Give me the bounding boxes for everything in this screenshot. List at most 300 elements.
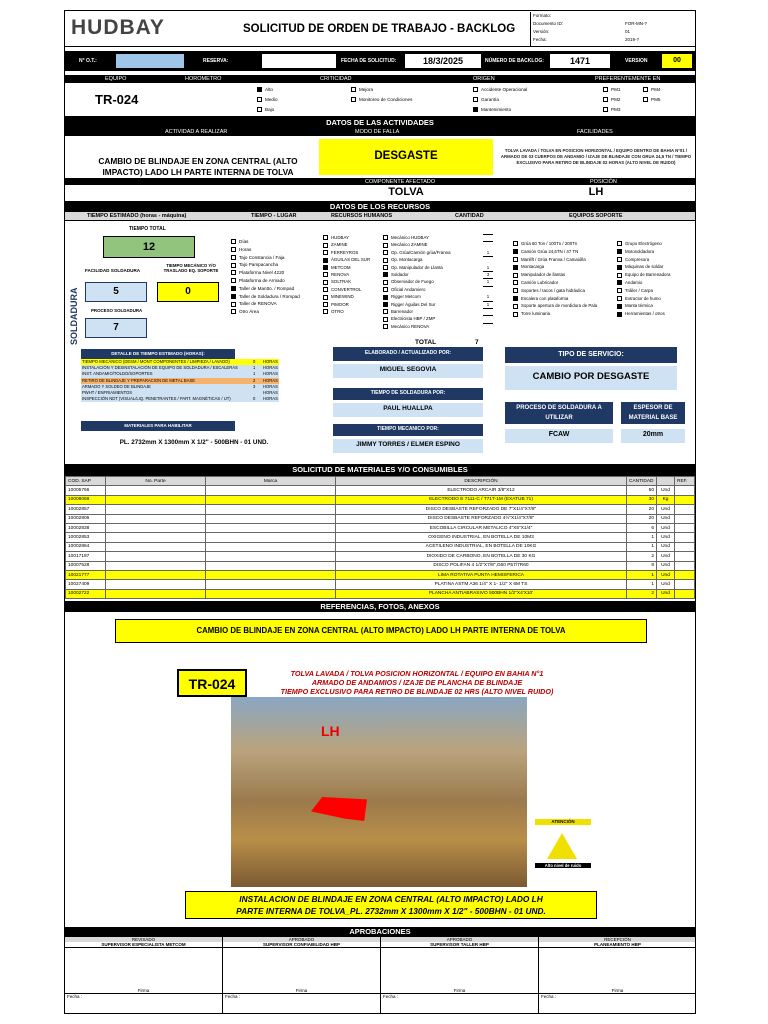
eq1-item[interactable] <box>513 279 597 287</box>
material-empty <box>106 505 206 514</box>
detalle-label: PWHT / ENFRIAMIENTOS <box>82 389 133 395</box>
checkbox-label: METCOM <box>331 264 351 270</box>
material-row <box>66 561 695 570</box>
checkbox-icon[interactable] <box>383 317 388 322</box>
checkbox-icon[interactable] <box>617 257 622 262</box>
checkbox-icon[interactable] <box>383 287 388 292</box>
aprobacion-tipo: APROBADO <box>223 937 380 942</box>
modo-falla: DESGASTE <box>319 139 493 175</box>
material-empty <box>106 570 206 579</box>
detalle-unit: HORAS <box>263 389 278 395</box>
firma-label: Firma <box>65 988 222 994</box>
checkbox-icon[interactable] <box>383 280 388 285</box>
detalle-unit: HORAS <box>263 359 278 364</box>
material-empty <box>206 542 336 551</box>
material-desc: PLATINA ASTM A36 1/4" X 1- 1/2" X 6M TS <box>336 580 627 589</box>
checkbox-icon[interactable] <box>231 309 236 314</box>
checkbox-icon[interactable] <box>231 263 236 268</box>
checkbox-label: Herramientas / otros <box>625 311 665 317</box>
checkbox-icon[interactable] <box>231 302 236 307</box>
blindaje-zone-marker <box>311 797 367 821</box>
checkbox-icon[interactable] <box>323 295 328 300</box>
rh-count <box>483 323 493 324</box>
eq2-item[interactable] <box>617 295 670 303</box>
material-cant: 1 <box>627 570 657 579</box>
soldadura-vertical-label: SOLDADURA <box>69 287 79 345</box>
eq1-item[interactable] <box>513 256 597 264</box>
detalle-unit: HORAS <box>263 377 278 383</box>
lugar-item[interactable] <box>231 293 300 301</box>
firma-area[interactable] <box>381 948 538 988</box>
rh2-item[interactable] <box>383 315 497 322</box>
firma-area[interactable] <box>223 948 380 988</box>
material-sap: 10002806 <box>66 514 106 523</box>
checkbox-icon[interactable] <box>383 272 388 277</box>
ruido-sign: Alto nivel de ruido <box>535 863 591 868</box>
checkbox-label: Soldador <box>391 272 409 278</box>
material-empty <box>206 580 336 589</box>
checkbox-icon[interactable] <box>323 272 328 277</box>
firma-area[interactable] <box>65 948 222 988</box>
checkbox-icon[interactable] <box>617 312 622 317</box>
checkbox-label: Observador de Fuego <box>391 279 434 285</box>
section-recursos: DATOS DE LOS RECURSOS <box>65 201 695 212</box>
material-empty <box>206 514 336 523</box>
checkbox-icon[interactable] <box>513 257 518 262</box>
lugar-item[interactable] <box>231 238 300 246</box>
rh2-item[interactable] <box>383 286 497 293</box>
checkbox-icon[interactable] <box>383 302 388 307</box>
checkbox-icon[interactable] <box>231 278 236 283</box>
photo-equipo-tag: TR-024 <box>177 669 247 697</box>
eq1-item[interactable] <box>513 240 597 248</box>
criticidad-opt[interactable]: Mejora <box>351 85 412 95</box>
checkbox-icon[interactable] <box>513 273 518 278</box>
lugar-item[interactable] <box>231 254 300 262</box>
material-row <box>66 533 695 542</box>
rh1-item[interactable] <box>323 286 370 293</box>
rh1-item[interactable] <box>323 256 370 263</box>
eq1-item[interactable] <box>513 248 597 256</box>
form-title: SOLICITUD DE ORDEN DE TRABAJO - BACKLOG <box>243 23 516 35</box>
checkbox-label: Días <box>239 239 249 244</box>
material-row <box>66 570 695 579</box>
material-cant: 20 <box>627 505 657 514</box>
rh1-item[interactable] <box>323 301 370 308</box>
material-empty <box>675 514 695 523</box>
checkbox-icon[interactable] <box>617 249 622 254</box>
firma-label: Firma <box>381 988 538 994</box>
section-aprobaciones: APROBACIONES <box>65 927 695 937</box>
material-cant: 50 <box>627 486 657 495</box>
tt-label: TIEMPO TOTAL <box>129 226 166 232</box>
material-empty <box>206 495 336 504</box>
rh1-item[interactable] <box>323 308 370 315</box>
pref-opt[interactable]: PM4 <box>643 85 660 95</box>
rh2-item[interactable] <box>383 249 497 256</box>
material-cant: 8 <box>627 561 657 570</box>
lugar-item[interactable] <box>231 285 300 293</box>
equipo-row <box>65 83 695 117</box>
tiempo-soldadura-por: PAUL HUALLPA <box>333 403 483 417</box>
checkbox-icon[interactable] <box>513 265 518 270</box>
checkbox-icon[interactable] <box>617 265 622 270</box>
material-empty <box>106 514 206 523</box>
rh-label: RECURSOS HUMANOS <box>331 213 393 219</box>
checkbox-icon[interactable] <box>383 235 388 240</box>
material-u: Und <box>657 580 675 589</box>
criticidad-list <box>257 85 278 115</box>
checkbox-label: Otro Área <box>239 309 259 315</box>
material-desc: LIMA ROTATIVA PUNTA HEMISFERICA <box>336 570 627 579</box>
detalle-unit: HORAS <box>263 396 278 402</box>
eq-label: EQUIPOS SOPORTE <box>569 213 623 219</box>
checkbox-label: Máquinas de soldar <box>625 264 664 270</box>
material-sap: 10002838 <box>66 523 106 532</box>
checkbox-icon[interactable] <box>383 295 388 300</box>
equipo-id: TR-024 <box>95 92 139 107</box>
checkbox-label: Manipulador de llantas <box>521 272 566 278</box>
checkbox-label: Extractor de humo <box>625 295 661 301</box>
material-empty <box>106 486 206 495</box>
rh-count <box>483 234 493 235</box>
rh2-item[interactable] <box>383 256 497 263</box>
criticidad-opt[interactable]: Bajo <box>257 105 278 115</box>
checkbox-label: ÁGUILAS DEL SUR <box>331 257 371 263</box>
checkbox-icon[interactable] <box>617 296 622 301</box>
rh2-item[interactable] <box>383 301 497 308</box>
checkbox-icon[interactable] <box>513 241 518 246</box>
checkbox-icon[interactable] <box>231 255 236 260</box>
checkbox-label: Compresora <box>625 256 650 262</box>
checkbox-label: MINEWIND <box>331 294 354 300</box>
checkbox-label: Taller de Soldadura / Rompad <box>239 293 300 299</box>
material-desc: ESCOBILLA CIRCULAR METALICO 4"X5"X1/4" <box>336 523 627 532</box>
material-u: Und <box>657 523 675 532</box>
eq1-item[interactable] <box>513 287 597 295</box>
eq1-item[interactable] <box>513 302 597 310</box>
eq2-item[interactable] <box>617 302 670 310</box>
rh2-item[interactable] <box>383 271 497 278</box>
section-referencias: REFERENCIAS, FOTOS, ANEXOS <box>65 601 695 612</box>
version-value[interactable]: 00 <box>661 53 693 69</box>
checkbox-label: Motosoldadora <box>625 248 655 254</box>
criticidad-opt[interactable]: Monitoreo de Condiciones <box>351 95 412 105</box>
eq2-item[interactable] <box>617 271 670 279</box>
checkbox-icon[interactable] <box>617 280 622 285</box>
section-actividades: DATOS DE LAS ACTIVIDADES <box>65 117 695 128</box>
detalle-value: 3 <box>253 383 256 389</box>
material-sap: 10002864 <box>66 542 106 551</box>
material-desc: ACETILENO INDUSTRIAL, EN BOTELLA DE 10KG <box>336 542 627 551</box>
col-sap: COD. SAP <box>66 477 106 486</box>
fs-label: FACILIDAD SOLDADURA <box>85 268 141 273</box>
fecha-label: FECHA DE SOLICITUD: <box>341 58 397 64</box>
lugar-item[interactable] <box>231 269 300 277</box>
checkbox-icon[interactable] <box>513 296 518 301</box>
checkbox-icon[interactable] <box>323 243 328 248</box>
checkbox-icon[interactable] <box>323 309 328 314</box>
aprobacion-rol: PLANEAMIENTO HBP <box>539 942 696 948</box>
rh1-item[interactable] <box>323 271 370 278</box>
rh-count: 1 <box>483 249 493 257</box>
checkbox-icon[interactable] <box>383 258 388 263</box>
detalle-title: DETALLE DE TIEMPO ESTIMADO (HORAS): <box>81 349 235 359</box>
aprobacion-col <box>539 937 696 1014</box>
detalle-label: INSTALACIÓN Y DESINSTALACIÓN DE EQUIPO DE SOLDADURA / ESCALERAS <box>82 365 238 371</box>
pref-list <box>603 85 620 115</box>
checkbox-label: Tráiler / Carpa <box>625 287 653 293</box>
lh-marker: LH <box>321 723 340 739</box>
checkbox-icon[interactable] <box>323 235 328 240</box>
checkbox-icon[interactable] <box>323 265 328 270</box>
criticidad-opt[interactable]: Alto <box>257 85 278 95</box>
lugar-item[interactable] <box>231 300 300 308</box>
total-label: TOTAL <box>415 339 437 346</box>
fac-label: FACILIDADES <box>577 129 613 135</box>
material-desc: ELECTRODO ARCAIR 3/8"X12 <box>336 486 627 495</box>
material-row <box>66 542 695 551</box>
detalle-label: ARMADO Y SOLDEO DE BLINDAJE <box>82 383 151 389</box>
detalle-value: 0 <box>253 396 256 402</box>
comp-label: COMPONENTE AFECTADO <box>365 179 436 185</box>
rh-list-2 <box>383 234 497 330</box>
checkbox-label: Rigger Águilas Del Sur <box>391 301 436 307</box>
eq2-item[interactable] <box>617 248 670 256</box>
material-u: Und <box>657 542 675 551</box>
checkbox-icon[interactable] <box>323 280 328 285</box>
pref-opt[interactable]: PM5 <box>643 95 660 105</box>
backlog-label: NÚMERO DE BACKLOG: <box>485 58 544 64</box>
checkbox-label: Soporte apertura de mordidura de Pala <box>521 303 598 309</box>
criticidad-opt[interactable]: Medio <box>257 95 278 105</box>
tipo-servicio: CAMBIO POR DESGASTE <box>505 366 677 390</box>
origen-opt[interactable]: Mantenimiento <box>473 105 527 115</box>
reserva-field[interactable] <box>261 53 337 69</box>
rh2-item[interactable] <box>383 278 497 285</box>
material-cant: 1 <box>627 542 657 551</box>
checkbox-label: Oficial Andamiero <box>391 286 426 292</box>
origen-opt[interactable]: Accidente Operacional <box>473 85 527 95</box>
aprobacion-col <box>65 937 223 1014</box>
eq1-item[interactable] <box>513 271 597 279</box>
material-desc: DIOXIDO DE CARBONO, EN BOTELLA DE 30 KG <box>336 552 627 561</box>
checkbox-icon[interactable] <box>383 265 388 270</box>
col-ref: REF. <box>675 477 695 486</box>
checkbox-label: Op. Manipulador de Llanta <box>391 264 443 270</box>
tiempo-mecanico-label: TIEMPO MECANICO POR: <box>333 424 483 436</box>
rh2-item[interactable] <box>383 241 497 248</box>
rh1-item[interactable] <box>323 278 370 285</box>
checkbox-icon[interactable] <box>513 312 518 317</box>
rh-count: 1 <box>483 264 493 272</box>
checkbox-label: Manta térmica <box>625 303 653 309</box>
eq2-item[interactable] <box>617 310 670 318</box>
checkbox-icon[interactable] <box>323 258 328 263</box>
meta-labels: Formato: Documento ID: Versión: Fecha: <box>530 12 630 46</box>
checkbox-icon[interactable] <box>383 243 388 248</box>
material-cant: 30 <box>627 495 657 504</box>
lugar-item[interactable] <box>231 261 300 269</box>
facilidades-text: TOLVA LAVADA / TOLVA EN POSICION HORIZONTAL / EQUIPO DENTRO DE BAHIA N°01 / ARMADO DE 03 CUERPOS DE ANDAMIO / IZAJE DE BLINDAJE CON GRUA 24,6 TN / TIEMPO EXCLUSIVO PARA RETIRO DE BLINDAJE 02 HORAS (ALTO NIVEL DE RUIDO) <box>500 148 692 165</box>
checkbox-label: RENOVA <box>331 272 350 278</box>
rh-count <box>483 256 493 257</box>
rh-list-1 <box>323 234 370 315</box>
checkbox-icon[interactable] <box>513 288 518 293</box>
checkbox-icon[interactable] <box>383 324 388 329</box>
pref-opt[interactable]: PM3 <box>603 105 620 115</box>
material-u: Und <box>657 552 675 561</box>
pref-list-2 <box>643 85 660 105</box>
material-empty <box>206 505 336 514</box>
fecha-aprobacion[interactable]: Fecha : <box>383 994 399 999</box>
rh1-item[interactable] <box>323 234 370 241</box>
checkbox-icon[interactable] <box>231 239 236 244</box>
pref-opt[interactable]: PM2 <box>603 95 620 105</box>
checkbox-icon[interactable] <box>323 250 328 255</box>
checkbox-icon[interactable] <box>231 247 236 252</box>
checkbox-icon[interactable] <box>323 302 328 307</box>
material-sap: 10005766 <box>66 486 106 495</box>
checkbox-icon[interactable] <box>513 249 518 254</box>
meta-values: FOR-MN-? 01 2019-? <box>625 21 647 42</box>
rh-count <box>483 308 493 309</box>
rh1-item[interactable] <box>323 293 370 300</box>
firma-area[interactable] <box>539 948 696 988</box>
tipo-servicio-label: TIPO DE SERVICIO: <box>505 347 677 363</box>
rh-count <box>483 315 493 316</box>
lugar-item[interactable] <box>231 246 300 254</box>
checkbox-icon[interactable] <box>231 270 236 275</box>
material-sap: 10002857 <box>66 505 106 514</box>
checkbox-icon[interactable] <box>513 304 518 309</box>
material-empty <box>106 542 206 551</box>
material-empty <box>106 552 206 561</box>
checkbox-label: Grúa 60 Ton / 100Tn / 200Tn <box>521 241 578 246</box>
material-cant: 6 <box>627 523 657 532</box>
material-u: Und <box>657 533 675 542</box>
material-desc: DISCO DESBASTE REFORZADO 4½"X1/4"X7/8" <box>336 514 627 523</box>
material-row <box>66 495 695 504</box>
material-u: Kg <box>657 495 675 504</box>
checkbox-icon[interactable] <box>513 280 518 285</box>
rh1-item[interactable] <box>323 264 370 271</box>
rh-count: 1 <box>483 293 493 301</box>
lugar-item[interactable] <box>231 308 300 316</box>
eq1-item[interactable] <box>513 310 597 318</box>
detalle-row <box>81 396 279 402</box>
actividad-text: CAMBIO DE BLINDAJE EN ZONA CENTRAL (ALTO IMPACTO) LADO LH PARTE INTERNA DE TOLVA <box>98 156 298 177</box>
col-marca: Marca <box>206 477 336 486</box>
aprobaciones-grid <box>65 937 695 1014</box>
espesor-valor: 20mm <box>621 429 685 443</box>
material-empty <box>675 505 695 514</box>
material-cant: 1 <box>627 533 657 542</box>
checkbox-label: Op. Grúa/Camión grúa/Franna <box>391 249 451 255</box>
work-order-sheet <box>64 10 696 1014</box>
te-label: TIEMPO ESTIMADO (horas - máquina) <box>87 213 187 219</box>
section-materiales: SOLICITUD DE MATERIALES Y/O CONSUMIBLES <box>65 464 695 476</box>
material-empty <box>675 580 695 589</box>
checkbox-icon[interactable] <box>383 309 388 314</box>
material-empty <box>675 542 695 551</box>
rh1-item[interactable] <box>323 249 370 256</box>
checkbox-icon[interactable] <box>383 250 388 255</box>
checkbox-icon[interactable] <box>617 288 622 293</box>
pref-opt[interactable]: PM1 <box>603 85 620 95</box>
eq2-item[interactable] <box>617 279 670 287</box>
eq2-item[interactable] <box>617 263 670 271</box>
material-empty <box>106 523 206 532</box>
checkbox-label: ZAMINE <box>331 242 348 248</box>
aprobacion-rol: SUPERVISOR TALLER HBP <box>381 942 538 948</box>
reserva-label: RESERVA: <box>203 58 229 64</box>
checkbox-icon[interactable] <box>323 287 328 292</box>
origen-opt[interactable]: Garantía <box>473 95 527 105</box>
ot-field[interactable] <box>115 53 185 69</box>
fecha-aprobacion[interactable]: Fecha : <box>225 994 241 999</box>
proceso-soldadura-valor: FCAW <box>505 429 613 443</box>
fecha-aprobacion[interactable]: Fecha : <box>67 994 83 999</box>
material-sap: 10008068 <box>66 495 106 504</box>
proceso-label: PROCESO DE SOLDADURA A UTILIZAR <box>505 402 613 424</box>
rh1-item[interactable] <box>323 241 370 248</box>
checkbox-label: OTRO <box>331 309 344 315</box>
eq1-item[interactable] <box>513 263 597 271</box>
eq2-item[interactable] <box>617 287 670 295</box>
checkbox-label: Soportes / tacos / gata hidráulica <box>521 287 585 293</box>
tiempo-soldadura-label: TIEMPO DE SOLDADURA POR: <box>333 388 483 400</box>
rh2-item[interactable] <box>383 308 497 315</box>
backlog-number[interactable]: 1471 <box>549 53 611 69</box>
firma-label: Firma <box>539 988 696 994</box>
checkbox-icon[interactable] <box>617 241 622 246</box>
eq1-item[interactable] <box>513 295 597 303</box>
horometro-label: HOROMETRO <box>185 76 222 82</box>
checkbox-icon[interactable] <box>617 304 622 309</box>
rh2-item[interactable] <box>383 293 497 300</box>
version-label: VERSION <box>625 58 648 64</box>
rh2-item[interactable] <box>383 234 497 241</box>
header <box>65 11 695 47</box>
checkbox-label: Mecánico ZAMINE <box>391 242 428 248</box>
checkbox-icon[interactable] <box>231 294 236 299</box>
col-desc: DESCRIPCIÓN <box>336 477 627 486</box>
tiempo-mecanico: 0 <box>157 282 219 302</box>
material-sap: 10027409 <box>66 580 106 589</box>
rh2-item[interactable] <box>383 264 497 271</box>
checkbox-icon[interactable] <box>617 273 622 278</box>
eq2-item[interactable] <box>617 240 670 248</box>
detalle-unit: HORAS <box>263 365 278 371</box>
rh2-item[interactable] <box>383 323 497 330</box>
checkbox-label: Manlift / Grúa Franna / Camaiólla <box>521 256 586 262</box>
tl-label: TIEMPO - LUGAR <box>251 213 297 219</box>
material-desc: DISCO DESBASTE REFORZADO DE 7"X1/4"X7/8" <box>336 505 627 514</box>
tiempo-lugar-list <box>231 238 300 316</box>
eq2-item[interactable] <box>617 256 670 264</box>
material-sap: 10002853 <box>66 533 106 542</box>
ot-row <box>65 51 695 71</box>
material-desc: DISCO POLIFAN 4 1/2"X7/8",G60 P57/7R60 <box>336 561 627 570</box>
detalle-label: TIEMPO MECÁNICO (DESM / MONT COMPONENTES / LIMPIEZA / LAVADO) <box>82 359 230 364</box>
material-empty <box>106 561 206 570</box>
fecha-aprobacion[interactable]: Fecha : <box>541 994 557 999</box>
lugar-item[interactable] <box>231 277 300 285</box>
checkbox-label: Rigger Metcom <box>391 294 421 300</box>
checkbox-icon[interactable] <box>231 286 236 291</box>
fecha-solicitud[interactable]: 18/3/2025 <box>404 53 482 69</box>
